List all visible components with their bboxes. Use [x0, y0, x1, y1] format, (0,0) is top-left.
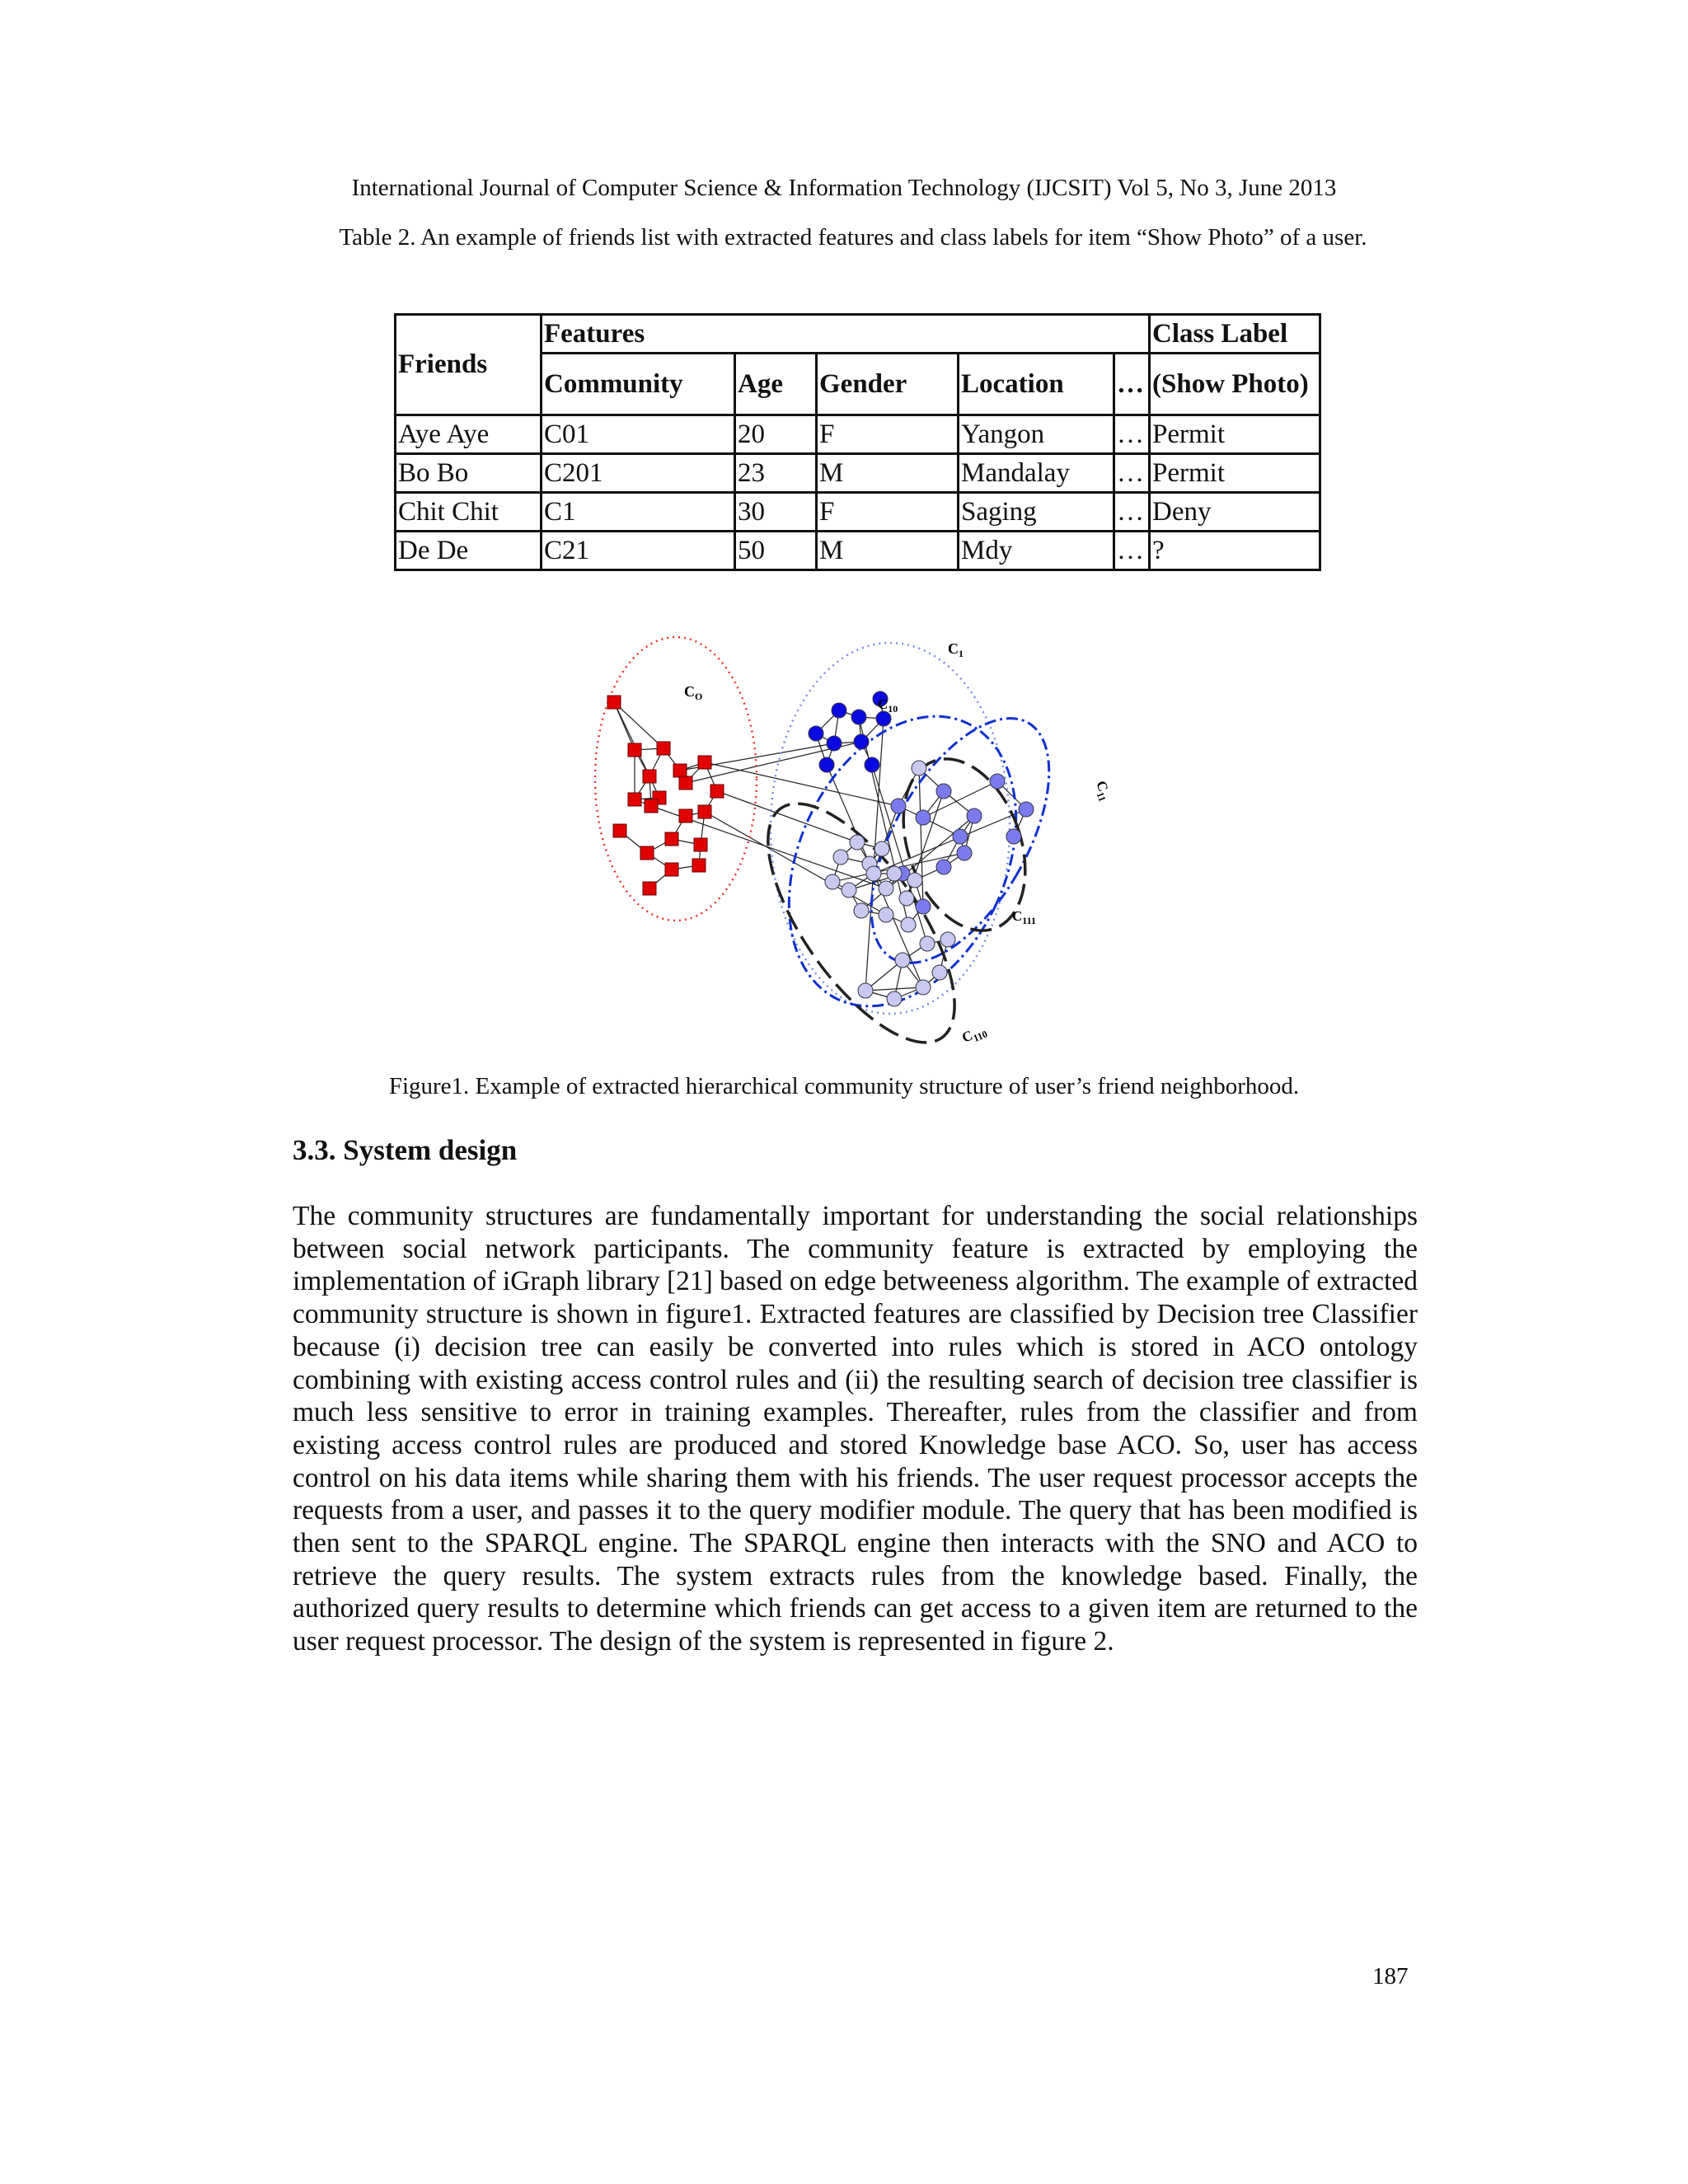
label-c110: $C_{110}$	[959, 1027, 990, 1046]
graph-node-red	[657, 742, 670, 755]
graph-node-light-blue	[866, 866, 881, 881]
graph-node-light-blue	[920, 936, 935, 951]
cell-age: 50	[735, 532, 817, 570]
cell-location: Mandalay	[959, 454, 1114, 493]
friends-table	[394, 313, 1321, 571]
graph-node-light-blue	[932, 965, 947, 980]
cell-friend: Aye Aye	[396, 415, 542, 454]
graph-node-mid-blue	[891, 799, 906, 813]
graph-node-blue	[819, 757, 834, 772]
graph-edge	[614, 702, 663, 748]
graph-node-red	[692, 859, 706, 872]
graph-node-blue	[827, 736, 842, 751]
cell-more: …	[1114, 532, 1150, 570]
label-c11: $C_{11}$	[1093, 778, 1112, 804]
graph-node-red	[643, 770, 656, 783]
body-paragraph: The community structures are fundamentally important for understanding the social relationships between social network participants. The community feature is extracted by employing the implementation of iGraph library [21] based on edge betweeness algorithm. The example of extracted community structure is shown in figure1. Extracted features are classified by Decision tree Classifier because (i) decision tree can easily be converted into rules which is stored in ACO ontology combining with existing access control rules and (ii) the resulting search of decision tree classifier is much less sensitive to error in training examples. Thereafter, rules from the classifier and from existing access control rules are produced and stored Knowledge base ACO. So, user has access control on his data items while sharing them with his friends. The user request processor accepts the requests from a user, and passes it to the query modifier module. The query that has been modified is then sent to the SPARQL engine. The SPARQL engine then interacts with the SNO and ACO to retrieve the query results. The system extracts rules from the knowledge based. Finally, the authorized query results to determine which friends can get access to a given item are returned to the user request processor. The design of the system is represented in figure 2.	[293, 1201, 1418, 1657]
graph-node-light-blue	[842, 883, 856, 898]
table-row	[396, 493, 1320, 532]
cell-community: C1	[542, 493, 735, 532]
graph-edge	[705, 812, 886, 915]
graph-node-light-blue	[895, 953, 910, 968]
graph-node-red	[673, 764, 687, 777]
graph-node-red	[679, 809, 692, 823]
cell-age: 23	[735, 454, 817, 493]
cell-more: …	[1114, 493, 1150, 532]
graph-node-red	[607, 696, 621, 709]
table-row	[396, 532, 1320, 570]
graph-node-light-blue	[850, 835, 865, 850]
col-location-header: Location	[959, 354, 1114, 415]
table-row	[396, 415, 1320, 454]
cell-label: Permit	[1150, 454, 1320, 493]
cell-more: …	[1114, 454, 1150, 493]
cell-age: 20	[735, 415, 817, 454]
community-graph	[577, 626, 1146, 1071]
graph-edge	[614, 702, 649, 776]
graph-node-mid-blue	[990, 774, 1005, 789]
graph-node-mid-blue	[936, 784, 951, 799]
graph-node-light-blue	[912, 761, 926, 776]
col-age-header: Age	[735, 354, 817, 415]
graph-node-light-blue	[899, 891, 914, 906]
cell-age: 30	[735, 493, 817, 532]
graph-node-red	[665, 832, 678, 846]
graph-node-red	[698, 756, 711, 769]
graph-node-blue	[851, 710, 866, 724]
cell-community: C21	[542, 532, 735, 570]
graph-node-mid-blue	[1006, 829, 1021, 844]
graph-node-red	[613, 824, 626, 837]
graph-node-light-blue	[887, 866, 902, 881]
cell-gender: F	[817, 415, 959, 454]
graph-node-light-blue	[879, 881, 893, 896]
cell-label: Permit	[1150, 415, 1320, 454]
graph-node-mid-blue	[967, 808, 982, 823]
graph-node-mid-blue	[1019, 802, 1034, 817]
col-gender-header: Gender	[817, 354, 959, 415]
graph-node-red	[694, 838, 707, 851]
graph-node-light-blue	[901, 917, 916, 932]
graph-node-red	[665, 863, 678, 876]
graph-node-light-blue	[825, 874, 840, 889]
graph-node-red	[628, 793, 641, 806]
graph-edge	[865, 987, 923, 991]
page-number: 187	[1372, 1963, 1409, 1990]
community-c0-boundary	[595, 637, 757, 921]
graph-node-mid-blue	[936, 860, 951, 874]
graph-node-light-blue	[887, 991, 902, 1006]
graph-node-mid-blue	[916, 810, 931, 825]
graph-node-light-blue	[858, 983, 873, 998]
graph-node-red	[628, 743, 641, 757]
cell-more: …	[1114, 415, 1150, 454]
community-c110-boundary	[734, 776, 989, 1071]
graph-node-light-blue	[940, 932, 955, 947]
graph-node-red	[698, 805, 711, 818]
graph-node-blue	[865, 757, 879, 772]
cell-friend: Bo Bo	[396, 454, 542, 493]
running-head: International Journal of Computer Science & Information Technology (IJCSIT) Vol 5, No 3, June 2013	[351, 175, 1337, 201]
cell-friend: De De	[396, 532, 542, 570]
label-c0: $C_O$	[684, 683, 703, 702]
features-group-header: Features	[542, 315, 1150, 354]
cell-gender: M	[817, 532, 959, 570]
community-graph-figure	[577, 626, 1146, 1071]
cell-gender: M	[817, 454, 959, 493]
table-caption: Table 2. An example of friends list with extracted features and class labels for item “Show Photo” of a user.	[339, 224, 1367, 251]
col-friends-header: Friends	[396, 315, 542, 415]
table-row	[396, 454, 1320, 493]
graph-node-red	[710, 785, 724, 798]
graph-node-red	[643, 882, 656, 895]
graph-node-light-blue	[854, 903, 869, 918]
cell-gender: F	[817, 493, 959, 532]
graph-node-blue	[854, 734, 869, 749]
cell-community: C201	[542, 454, 735, 493]
cell-location: Saging	[959, 493, 1114, 532]
class-label-group-header: Class Label	[1150, 315, 1320, 354]
cell-friend: Chit Chit	[396, 493, 542, 532]
graph-node-mid-blue	[957, 846, 972, 860]
graph-node-light-blue	[907, 873, 922, 888]
col-community-header: Community	[542, 354, 735, 415]
graph-node-red	[679, 776, 692, 790]
cell-label: Deny	[1150, 493, 1320, 532]
graph-node-light-blue	[879, 907, 893, 922]
graph-node-blue	[832, 703, 846, 718]
col-more-header: …	[1114, 354, 1150, 415]
col-show-photo-header: (Show Photo)	[1150, 354, 1320, 415]
cell-community: C01	[542, 415, 735, 454]
label-c111: $C_{111}$	[1012, 908, 1036, 926]
label-c10: $C_{10}$	[878, 696, 898, 715]
table-header-row-1	[396, 315, 1320, 354]
cell-location: Mdy	[959, 532, 1114, 570]
graph-node-red	[645, 799, 658, 813]
graph-node-red	[640, 846, 654, 860]
section-title: 3.3. System design	[293, 1134, 518, 1166]
graph-node-blue	[809, 726, 823, 741]
label-c1: $C_1$	[948, 640, 964, 659]
graph-node-light-blue	[916, 980, 931, 995]
figure-caption: Figure1. Example of extracted hierarchical community structure of user’s friend neighborhood.	[388, 1073, 1300, 1099]
graph-edge	[923, 781, 997, 818]
graph-node-mid-blue	[916, 899, 931, 914]
cell-label: ?	[1150, 532, 1320, 570]
graph-node-light-blue	[874, 841, 889, 856]
graph-node-mid-blue	[953, 829, 968, 844]
cell-location: Yangon	[959, 415, 1114, 454]
graph-node-light-blue	[833, 850, 848, 865]
graph-nodes	[607, 691, 1034, 1006]
